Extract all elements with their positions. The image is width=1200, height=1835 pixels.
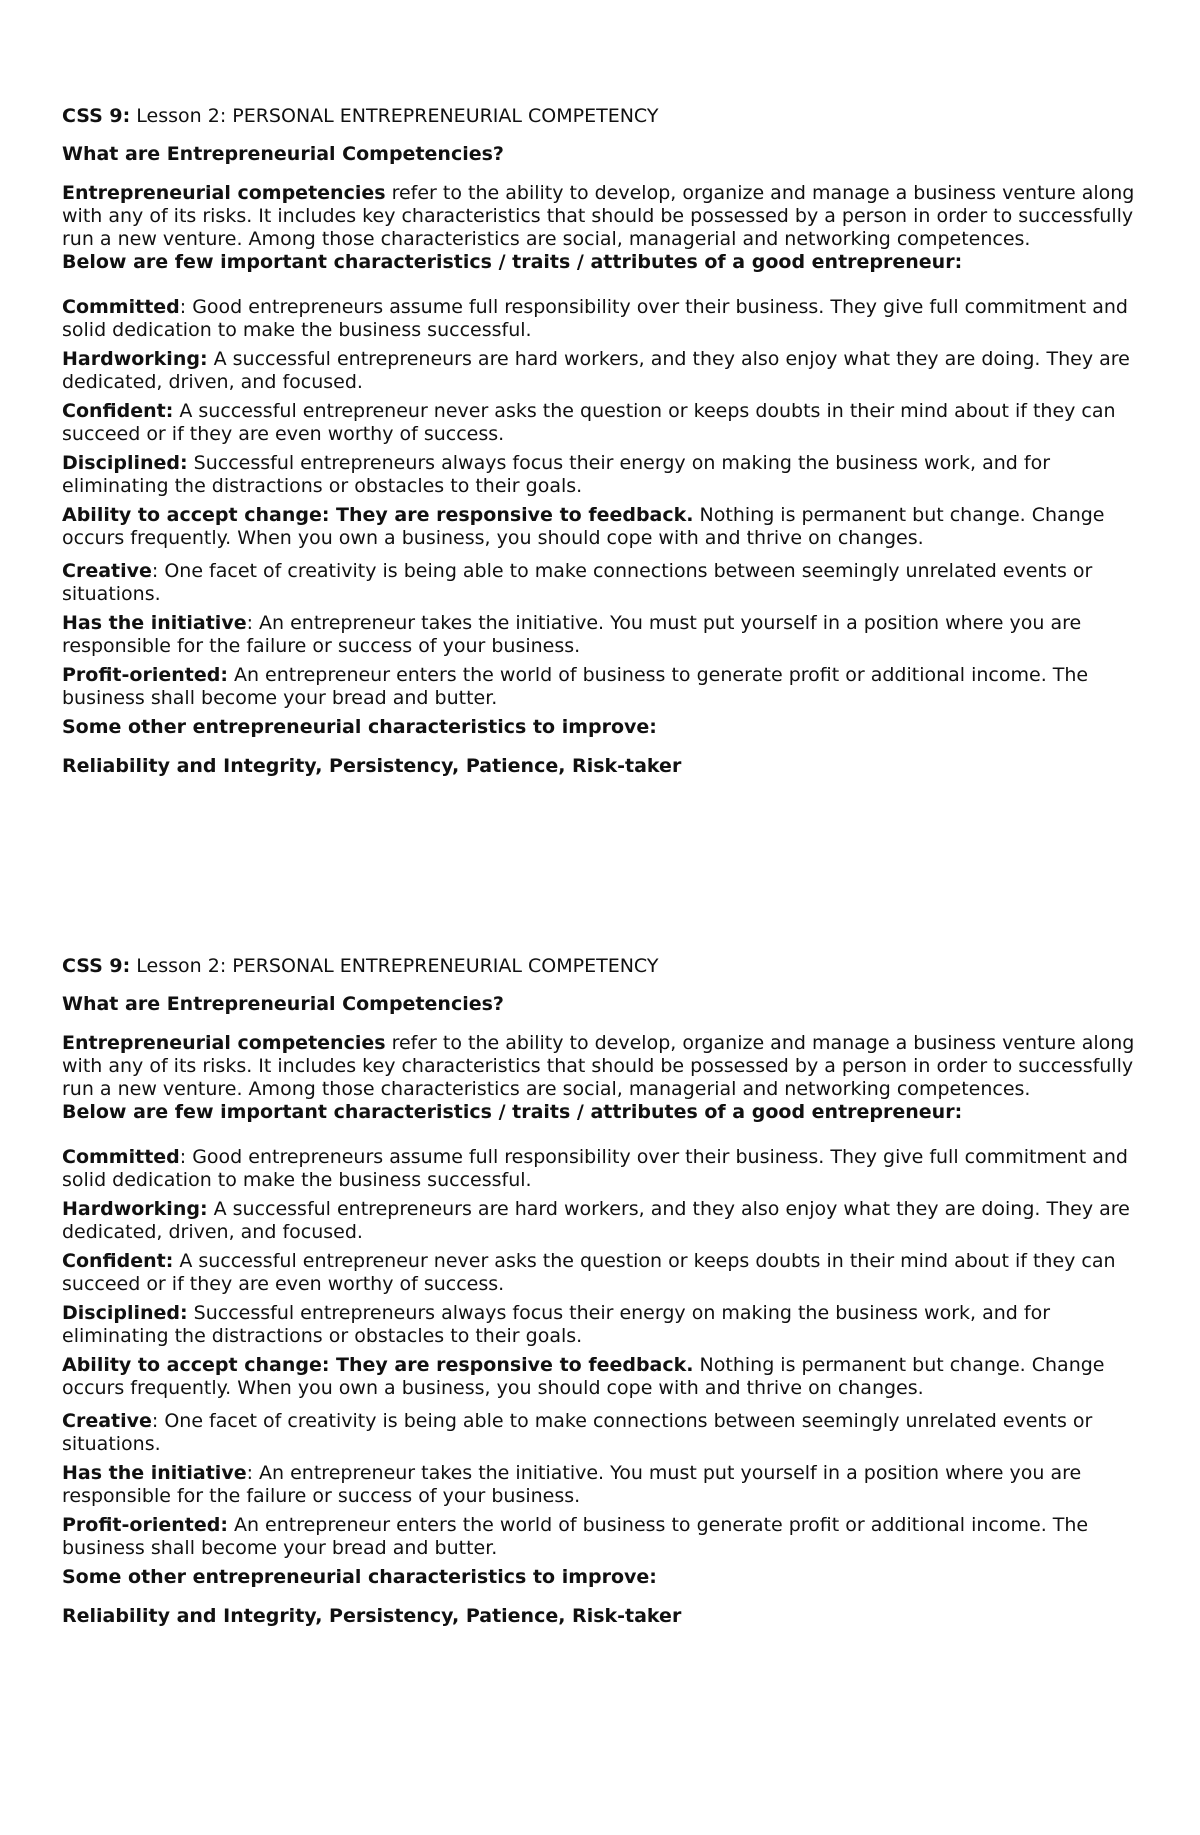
trait-initiative: Has the initiative: An entrepreneur takes the initiative. You must put yourself in a position where you are responsible for the failure or success of your business. [62,1462,1082,1507]
lesson-copy-2 [62,955,1152,1628]
trait-accept-change: Ability to accept change: They are responsive to feedback. Nothing is permanent but change. Change occurs frequently. When you own a business, you should cope with and thrive on changes. [62,504,1105,549]
lesson-copy-1 [62,105,1152,778]
trait-confident: Confident: A successful entrepreneur never asks the question or keeps doubts in their mind about if they can succeed or if they are even worthy of success. [62,400,1116,445]
trait-committed: Committed: Good entrepreneurs assume full responsibility over their business. They give full commitment and solid dedication to make the business successful. [62,296,1128,341]
trait-disciplined: Disciplined: Successful entrepreneurs always focus their energy on making the business work, and for eliminating the distractions or obstacles to their goals. [62,452,1051,497]
trait-profit-oriented: Profit-oriented: An entrepreneur enters the world of business to generate profit or additional income. The business shall become your bread and butter. [62,1514,1089,1559]
characteristics-heading: Below are few important characteristics / traits / attributes of a good entrepreneur: [62,251,963,273]
intro-paragraph: Entrepreneurial competencies refer to the ability to develop, organize and manage a business venture along with any of its risks. It includes key characteristics that should be possessed by a person in order to successfully run a new venture. Among those characteristics are social, managerial and networking competences. [62,1032,1135,1100]
other-characteristics-heading: Some other entrepreneurial characteristics to improve: [62,1566,657,1588]
trait-hardworking: Hardworking: A successful entrepreneurs are hard workers, and they also enjoy what they are doing. They are dedicated, driven, and focused. [62,348,1130,393]
trait-hardworking: Hardworking: A successful entrepreneurs are hard workers, and they also enjoy what they are doing. They are dedicated, driven, and focused. [62,1198,1130,1243]
characteristics-heading: Below are few important characteristics / traits / attributes of a good entrepreneur: [62,1101,963,1123]
trait-disciplined: Disciplined: Successful entrepreneurs always focus their energy on making the business work, and for eliminating the distractions or obstacles to their goals. [62,1302,1051,1347]
trait-committed: Committed: Good entrepreneurs assume full responsibility over their business. They give full commitment and solid dedication to make the business successful. [62,1146,1128,1191]
trait-creative: Creative: One facet of creativity is being able to make connections between seemingly unrelated events or situations. [62,560,1093,605]
trait-confident: Confident: A successful entrepreneur never asks the question or keeps doubts in their mind about if they can succeed or if they are even worthy of success. [62,1250,1116,1295]
other-characteristics-list: Reliability and Integrity, Persistency, Patience, Risk-taker [62,1605,682,1627]
lesson-title: CSS 9: Lesson 2: PERSONAL ENTREPRENEURIAL COMPETENCY [62,105,659,127]
trait-creative: Creative: One facet of creativity is being able to make connections between seemingly unrelated events or situations. [62,1410,1093,1455]
other-characteristics-heading: Some other entrepreneurial characteristics to improve: [62,716,657,738]
lesson-title: CSS 9: Lesson 2: PERSONAL ENTREPRENEURIAL COMPETENCY [62,955,659,977]
trait-accept-change: Ability to accept change: They are responsive to feedback. Nothing is permanent but change. Change occurs frequently. When you own a business, you should cope with and thrive on changes. [62,1354,1105,1399]
trait-initiative: Has the initiative: An entrepreneur takes the initiative. You must put yourself in a position where you are responsible for the failure or success of your business. [62,612,1082,657]
other-characteristics-list: Reliability and Integrity, Persistency, Patience, Risk-taker [62,755,682,777]
question-heading: What are Entrepreneurial Competencies? [62,993,504,1015]
trait-profit-oriented: Profit-oriented: An entrepreneur enters the world of business to generate profit or additional income. The business shall become your bread and butter. [62,664,1089,709]
intro-paragraph: Entrepreneurial competencies refer to the ability to develop, organize and manage a business venture along with any of its risks. It includes key characteristics that should be possessed by a person in order to successfully run a new venture. Among those characteristics are social, managerial and networking competences. [62,182,1135,250]
question-heading: What are Entrepreneurial Competencies? [62,143,504,165]
